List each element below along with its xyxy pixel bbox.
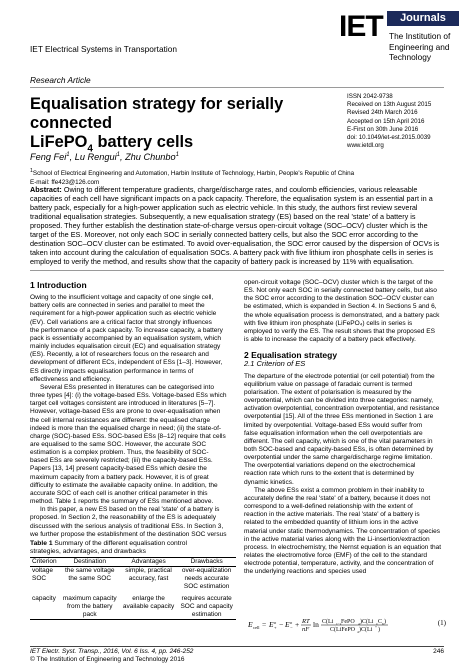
- intro-paragraph-2: Several ESs presented in literatures can be categorised into three types [4]: (i) the voltage-based ESs. Voltage-based ESs which target cell voltages consistent are introduced in literatures [5–7]. However, voltage-based ESs are prone to over-equalisation when the cell internal resistances are different: the equalised charge indeed is more than the equalised charge in need; (ii) the state-of- charge (SOC)-based ESs. SOC-based ESs [8–12] require that cells are equalised to the same SOC. However, the accurate SOC estimation is a complex problem. Thus, the feasibility of SOC- based ESs are severely restricted; (iii) the capacity-based ESs. Papers [13, 14] present capacity-based ESs which desire the maximum capacity from a battery pack. However, it is of great difficulty to estimate the available capacity online. In addition, the accurate SOC of each cell is another critical parameter in this method. Table 1 reports the summary of ESs mentioned above.: [30, 383, 227, 506]
- abstract-line: destination SOC–OCV cluster can be estimated. To avoid over-equalisation, the SOC error caused by the dispersion of OCVs is: [30, 238, 440, 248]
- table-1: [30, 540, 236, 620]
- author-3-sup: 1: [175, 152, 179, 158]
- iet-logo: [337, 10, 459, 70]
- svg-text:C(LiFePO: C(LiFePO: [330, 627, 356, 633]
- author-1-sup: 1: [66, 152, 70, 158]
- footer-copyright: © The Institution of Engineering and Technology 2016: [30, 656, 185, 664]
- table-row: SOC estimation: [183, 583, 230, 591]
- svg-text:): ): [378, 627, 380, 633]
- right-paragraph-0: open-circuit voltage (SOC–OCV) cluster which is the target of the ES. Not only each SOC in serially connected battery cells, but also the SOC error according to the destination SOC–OCV cluster can be estimated, which is expanded in Section 4. In Sections 5 and 6, the whole equalisation process is demonstrated, and a battery pack with five lithium iron phosphate (LiFePO₄) cells in series is employed to verify the ES. The result shows that the proposed ES is able to increase the capacity of a battery pack effectively.: [244, 279, 440, 344]
- table-header-cell: Criterion: [32, 558, 57, 566]
- svg-text:C(Li: C(Li: [322, 619, 334, 625]
- svg-text:FePO: FePO: [341, 619, 355, 625]
- author-list: Feng Fei$^1$, Lu Rengui$^1$, Zhu Chunbo$^1$: [30, 152, 179, 163]
- right-paragraph-1: The departure of the electrode potential (or cell potential) from the equilibrium value on passage of faradaic current is termed polarisation. The extent of polarisation is measured by the overpotential, which can be divided into three categories: namely, activation overpotential, concentration overpotential, and resistance overpotential [15]. All of the three ESs mentioned in Section 1 are limited by overpotential. Voltage-based ESs would suffer from false equalisation information when the cell overpotentials are different. The cell capacity, which is one of the vital parameters in both SOC-based and capacity-based ESs, is often determined by overpotential under the same charge/discharge regime limitation. The overpotential variations depend on the electrochemical reaction rate which runs to the extent that is determined by dynamic kinetics.: [244, 372, 440, 486]
- equation-number: (1): [437, 619, 446, 627]
- title-line-2-sub: 4: [87, 143, 93, 155]
- article-meta: [347, 93, 431, 150]
- footer: [30, 648, 193, 665]
- svg-text:E: E: [285, 620, 290, 629]
- svg-text:RT: RT: [302, 618, 310, 625]
- author-2-sup: 1: [116, 152, 120, 158]
- svg-text:4: 4: [358, 622, 360, 626]
- article-type: Research Article: [30, 75, 91, 85]
- author-1: Feng Fei: [30, 152, 67, 163]
- table-1-label: Table 1: [30, 540, 53, 547]
- svg-text:E: E: [248, 620, 253, 629]
- svg-text:)C(Li: )C(Li: [359, 627, 373, 633]
- table-bottom-rule: [30, 619, 236, 620]
- abstract-line: battery pack, especially for a high-power application such as electric vehicle. In this study, the authors first review several: [30, 202, 418, 212]
- right-paragraph-2: The above ESs exist a common problem in their inability to accurately define the real 'state' of a battery, because it does not correspond to a well-defined relationship with the extent of reaction in the active materials. The real 'state' of a battery is related to the embedded quantity of lithium ions in the active material under static thermodynamics. The concentration of species in the active material varies along with the Li-insertion/extraction process. In electrochemistry, the Nernst equation is an equation that relates the electromotive force (EMF) of the cell to the standard electrode potential, temperature, activity, and the concentration of the underlying reactions and species used: [244, 486, 442, 576]
- title-line-1: Equalisation strategy for serially connected: [30, 95, 284, 132]
- author-3: Zhu Chunbo: [125, 152, 176, 163]
- svg-text:o: o: [274, 620, 277, 625]
- svg-text:4: 4: [357, 630, 359, 634]
- table-header-row: [30, 558, 236, 566]
- table-row: from the battery available capacity SOC and capacity: [66, 603, 233, 611]
- abstract-rule: [30, 270, 444, 271]
- svg-text:o: o: [290, 620, 293, 625]
- abstract-line: taken into account during the calculation of equalisation SOCs. A battery pack with five lithium iron phosphate cells in series is: [30, 247, 433, 257]
- abstract-label: Abstract:: [30, 185, 62, 194]
- footer-rule: [30, 646, 444, 647]
- logo-line-2: Engineering and Technology: [389, 42, 450, 62]
- svg-text:): ): [384, 619, 386, 625]
- abstract: [30, 186, 444, 267]
- logo-journals-badge: Journals: [387, 11, 459, 26]
- svg-text:=: =: [262, 620, 267, 629]
- header-rule: [30, 87, 444, 88]
- svg-text:6: 6: [382, 622, 384, 626]
- journal-name: IET Electrical Systems in Transportation: [30, 44, 177, 54]
- svg-text:E: E: [269, 620, 274, 629]
- abstract-line: proposed. They further establish the destination state-of-charge versus open-circuit voltage (SOC–OCV) cluster which is the: [30, 220, 428, 230]
- meta-website[interactable]: www.ietdl.org: [347, 142, 384, 150]
- table-header-cell: Drawbacks: [190, 558, 223, 566]
- intro-paragraph-3: In this paper, a new ES based on the real 'state' of a battery is proposed. In Section 2, the reasonability of the ES is adequately discussed with the serious analysis of traditional ESs. In Section 3, we further propose the establishment of the destination SOC versus: [30, 506, 227, 538]
- section-2-heading: 2 Equalisation strategy: [244, 350, 338, 361]
- abstract-line: employed to verify the method, and results show that the capacity of battery pack is increased by 11% with equalisation.: [30, 256, 414, 266]
- svg-text:−: −: [279, 620, 284, 629]
- meta-efirst: E-First on 30th June 2016: [347, 125, 419, 133]
- logo-iet-text: IET: [339, 10, 383, 43]
- meta-issn: ISSN 2042-9738: [347, 93, 393, 100]
- abstract-line: Abstract: Owing to different temperature gradients, charge/discharge rates, and coulomb efficiencies, various releasable: [30, 185, 418, 194]
- right-column: [244, 279, 446, 576]
- svg-text:cell: cell: [253, 625, 260, 630]
- paper-title: [30, 95, 330, 158]
- intro-paragraph-1: Owing to the insufficient voltage and capacity of one single cell, battery cells are connected in series and parallel to meet the requirement for a high-power application such as electric vehicle (EV). Cell variations are a critical factor that strongly influences the performance of a pack capacity. To increase capacity, a battery pack is essentially accompanied by an equalisation system, which mainly includes equalisation circuit (EC) and equalisation strategy (ES). Recently, a lot of researchers focus on the research and development of different ECs, independent of ESs [1–3]. However, ES directly impacts equalisation performance in terms of effectiveness and efficiency.: [30, 294, 223, 383]
- section-2-1-heading: 2.1 Criterion of ES: [244, 359, 306, 369]
- nernst-equation: [248, 616, 446, 634]
- svg-text:)C(Li: )C(Li: [360, 619, 374, 625]
- meta-received: Received on 13th August 2015: [347, 101, 432, 109]
- footer-citation: IET Electr. Syst. Transp., 2016, Vol. 6 Iss. 4, pp. 246-252: [30, 648, 194, 655]
- title-line-2-post: battery cells: [92, 133, 194, 151]
- abstract-line: traditional equalisation strategies. Subsequently, a new equalisation strategy (ES) based on the real 'state' of a battery is: [30, 211, 416, 221]
- svg-text:−: −: [290, 625, 293, 630]
- logo-line-1: The Institution of: [389, 31, 451, 41]
- title-line-2-pre: LiFePO: [30, 133, 88, 151]
- svg-text:+: +: [375, 625, 377, 629]
- svg-text:x: x: [376, 622, 378, 626]
- affiliation: [30, 167, 354, 179]
- table-1-grid: [30, 558, 236, 619]
- left-column: [30, 281, 236, 539]
- svg-text:nF: nF: [302, 626, 310, 633]
- author-2: Lu Rengui: [74, 152, 117, 163]
- svg-text:+: +: [274, 625, 277, 630]
- email-line[interactable]: E-mail: ffe423@126.com: [30, 178, 100, 186]
- table-row: capacity maximum capacity enlarge the requires accurate: [32, 595, 232, 603]
- meta-doi[interactable]: doi: 10.1049/iet-est.2015.0039: [347, 134, 431, 142]
- svg-text:C: C: [378, 619, 383, 625]
- table-header-cell: Destination: [73, 558, 107, 566]
- table-row: voltage the same voltage simple, practical over-equalization: [32, 567, 232, 575]
- table-row: SOC the same SOC accuracy, fast needs accurate: [32, 575, 229, 583]
- equation-graphic: [248, 616, 446, 634]
- table-row: pack estimation: [82, 611, 222, 619]
- svg-text:1−x: 1−x: [336, 622, 342, 626]
- svg-text:+: +: [295, 620, 300, 629]
- table-1-caption: Table 1 Summary of the different equalisation control strategies, advantages, and drawbacks: [30, 540, 187, 556]
- section-1-heading: 1 Introduction: [30, 280, 87, 290]
- meta-accepted: Accepted on 15th April 2016: [347, 117, 425, 125]
- svg-text:ln: ln: [313, 620, 319, 629]
- meta-revised: Revised 24th March 2016: [347, 109, 418, 117]
- abstract-line: target of the ES. Moreover, not only each SOC in serially connected battery cells, but also the SOC error according to the: [30, 229, 419, 239]
- affiliation-sup: 1: [30, 168, 33, 174]
- affiliation-text: School of Electrical Engineering and Automation, Harbin Institute of Technology, Harbin, People's Republic of China: [32, 170, 355, 178]
- abstract-line: capacities of each cell have significant impacts on a pack capacity. Therefore, the equalisation system is an essential part in a: [30, 193, 433, 203]
- table-header-cell: Advantages: [131, 558, 166, 566]
- page-number: 246: [433, 648, 444, 655]
